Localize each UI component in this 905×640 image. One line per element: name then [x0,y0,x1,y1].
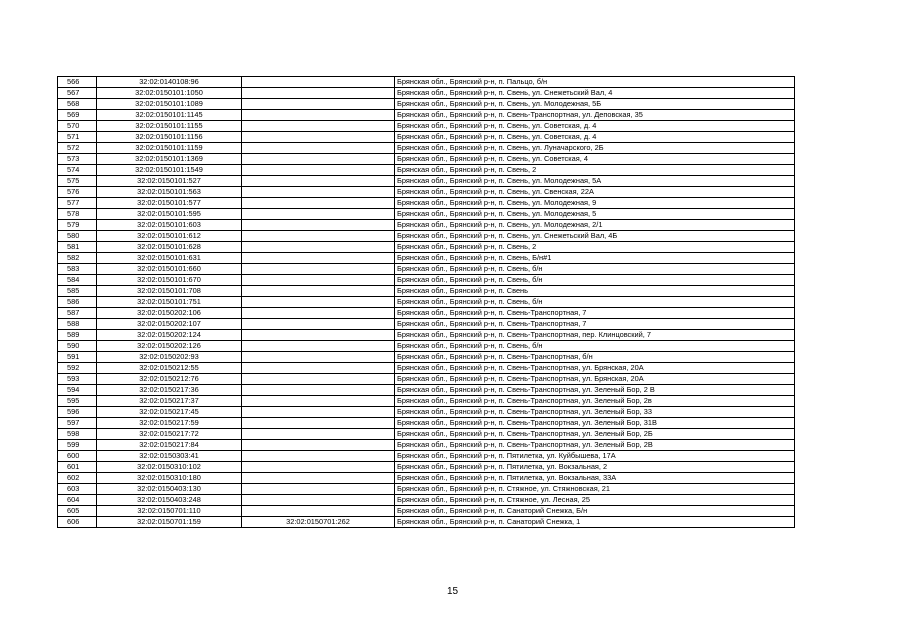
address-cell: Брянская обл., Брянский р-н, п. Свень, ул. Луначарского, 2Б [395,143,795,154]
table-row [58,220,795,231]
address-cell: Брянская обл., Брянский р-н, п. Санаторий Снежка, Б/н [395,506,795,517]
cadastral-number-cell: 32:02:0150202:124 [97,330,242,341]
row-number-cell: 579 [58,220,97,231]
address-cell: Брянская обл., Брянский р-н, п. Свень, ул. Советская, д. 4 [395,132,795,143]
row-number-cell: 604 [58,495,97,506]
address-cell: Брянская обл., Брянский р-н, п. Свень-Транспортная, ул. Брянская, 20А [395,374,795,385]
related-cadastral-number-cell [242,484,395,495]
row-number-cell: 605 [58,506,97,517]
address-cell: Брянская обл., Брянский р-н, п. Свень-Транспортная, ул. Зеленый Бор, 2 В [395,385,795,396]
cadastral-number-cell: 32:02:0150101:563 [97,187,242,198]
row-number-cell: 603 [58,484,97,495]
table-row [58,176,795,187]
address-cell: Брянская обл., Брянский р-н, п. Свень-Транспортная, 7 [395,308,795,319]
cadastral-number-cell: 32:02:0150101:1089 [97,99,242,110]
related-cadastral-number-cell [242,165,395,176]
cadastral-number-cell: 32:02:0150101:1159 [97,143,242,154]
row-number-cell: 584 [58,275,97,286]
cadastral-number-cell: 32:02:0150101:1145 [97,110,242,121]
related-cadastral-number-cell [242,451,395,462]
cadastral-number-cell: 32:02:0150101:595 [97,209,242,220]
cadastral-number-cell: 32:02:0150212:76 [97,374,242,385]
cadastral-number-cell: 32:02:0150202:126 [97,341,242,352]
cadastral-number-cell: 32:02:0140108:96 [97,77,242,88]
table-row [58,297,795,308]
row-number-cell: 592 [58,363,97,374]
cadastral-number-cell: 32:02:0150101:527 [97,176,242,187]
table-row [58,484,795,495]
table-row [58,451,795,462]
row-number-cell: 589 [58,330,97,341]
table-row [58,495,795,506]
address-cell: Брянская обл., Брянский р-н, п. Свень-Транспортная, ул. Зеленый Бор, 2В [395,440,795,451]
row-number-cell: 578 [58,209,97,220]
table-row [58,363,795,374]
address-cell: Брянская обл., Брянский р-н, п. Пятилетка, ул. Вокзальная, 2 [395,462,795,473]
related-cadastral-number-cell [242,308,395,319]
row-number-cell: 606 [58,517,97,528]
related-cadastral-number-cell [242,242,395,253]
cadastral-number-cell: 32:02:0150217:45 [97,407,242,418]
cadastral-number-cell: 32:02:0150310:102 [97,462,242,473]
address-cell: Брянская обл., Брянский р-н, п. Свень, б/н [395,341,795,352]
address-cell: Брянская обл., Брянский р-н, п. Стяжное, ул. Стяжновская, 21 [395,484,795,495]
table-row [58,110,795,121]
address-cell: Брянская обл., Брянский р-н, п. Свень-Транспортная, ул. Зеленый Бор, 31В [395,418,795,429]
cadastral-number-cell: 32:02:0150217:72 [97,429,242,440]
related-cadastral-number-cell [242,220,395,231]
table-row [58,187,795,198]
row-number-cell: 602 [58,473,97,484]
cadastral-number-cell: 32:02:0150217:84 [97,440,242,451]
row-number-cell: 566 [58,77,97,88]
row-number-cell: 594 [58,385,97,396]
cadastral-number-cell: 32:02:0150101:631 [97,253,242,264]
table-row [58,253,795,264]
address-cell: Брянская обл., Брянский р-н, п. Свень, ул. Свенская, 22А [395,187,795,198]
address-cell: Брянская обл., Брянский р-н, п. Свень, ул. Молодежная, 5 [395,209,795,220]
table-row [58,264,795,275]
table-row [58,242,795,253]
cadastral-number-cell: 32:02:0150202:93 [97,352,242,363]
related-cadastral-number-cell [242,198,395,209]
related-cadastral-number-cell [242,286,395,297]
cadastral-number-cell: 32:02:0150403:248 [97,495,242,506]
row-number-cell: 586 [58,297,97,308]
cadastral-number-cell: 32:02:0150212:55 [97,363,242,374]
row-number-cell: 590 [58,341,97,352]
row-number-cell: 585 [58,286,97,297]
address-cell: Брянская обл., Брянский р-н, п. Свень, ул. Молодежная, 2/1 [395,220,795,231]
row-number-cell: 571 [58,132,97,143]
address-cell: Брянская обл., Брянский р-н, п. Свень, ул. Снежетьский Вал, 4Б [395,231,795,242]
related-cadastral-number-cell [242,99,395,110]
row-number-cell: 595 [58,396,97,407]
table-row [58,341,795,352]
cadastral-number-cell: 32:02:0150217:59 [97,418,242,429]
row-number-cell: 580 [58,231,97,242]
cadastral-number-cell: 32:02:0150202:106 [97,308,242,319]
table-row [58,165,795,176]
row-number-cell: 597 [58,418,97,429]
address-cell: Брянская обл., Брянский р-н, п. Пятилетка, ул. Вокзальная, 33А [395,473,795,484]
row-number-cell: 576 [58,187,97,198]
table-row [58,506,795,517]
row-number-cell: 587 [58,308,97,319]
row-number-cell: 601 [58,462,97,473]
table-row [58,143,795,154]
table-row [58,275,795,286]
related-cadastral-number-cell [242,440,395,451]
cadastral-number-cell: 32:02:0150217:36 [97,385,242,396]
table-row [58,396,795,407]
row-number-cell: 572 [58,143,97,154]
cadastral-number-cell: 32:02:0150701:110 [97,506,242,517]
related-cadastral-number-cell [242,341,395,352]
row-number-cell: 593 [58,374,97,385]
table-row [58,418,795,429]
related-cadastral-number-cell [242,363,395,374]
related-cadastral-number-cell [242,88,395,99]
cadastral-number-cell: 32:02:0150310:180 [97,473,242,484]
row-number-cell: 570 [58,121,97,132]
cadastral-number-cell: 32:02:0150303:41 [97,451,242,462]
address-cell: Брянская обл., Брянский р-н, п. Свень-Транспортная, б/н [395,352,795,363]
row-number-cell: 568 [58,99,97,110]
address-cell: Брянская обл., Брянский р-н, п. Свень, ул. Молодежная, 9 [395,198,795,209]
cadastral-table-body [58,77,795,528]
cadastral-number-cell: 32:02:0150403:130 [97,484,242,495]
row-number-cell: 598 [58,429,97,440]
address-cell: Брянская обл., Брянский р-н, п. Свень-Транспортная, ул. Зеленый Бор, 2Б [395,429,795,440]
cadastral-number-cell: 32:02:0150101:577 [97,198,242,209]
address-cell: Брянская обл., Брянский р-н, п. Свень, ул. Молодежная, 5Б [395,99,795,110]
address-cell: Брянская обл., Брянский р-н, п. Свень-Транспортная, пер. Клинцовский, 7 [395,330,795,341]
table-row [58,99,795,110]
table-row [58,407,795,418]
related-cadastral-number-cell [242,330,395,341]
related-cadastral-number-cell [242,473,395,484]
cadastral-number-cell: 32:02:0150101:660 [97,264,242,275]
address-cell: Брянская обл., Брянский р-н, п. Пальцо, б/н [395,77,795,88]
table-row [58,209,795,220]
related-cadastral-number-cell [242,110,395,121]
address-cell: Брянская обл., Брянский р-н, п. Свень, 2 [395,242,795,253]
row-number-cell: 575 [58,176,97,187]
address-cell: Брянская обл., Брянский р-н, п. Свень-Транспортная, 7 [395,319,795,330]
address-cell: Брянская обл., Брянский р-н, п. Свень, б/н [395,297,795,308]
table-row [58,473,795,484]
address-cell: Брянская обл., Брянский р-н, п. Пятилетка, ул. Куйбышева, 17А [395,451,795,462]
row-number-cell: 600 [58,451,97,462]
address-cell: Брянская обл., Брянский р-н, п. Свень-Транспортная, ул. Брянская, 20А [395,363,795,374]
row-number-cell: 574 [58,165,97,176]
address-cell: Брянская обл., Брянский р-н, п. Свень, ул. Молодежная, 5А [395,176,795,187]
row-number-cell: 596 [58,407,97,418]
related-cadastral-number-cell [242,429,395,440]
table-row [58,308,795,319]
table-row [58,121,795,132]
table-row [58,77,795,88]
related-cadastral-number-cell: 32:02:0150701:262 [242,517,395,528]
row-number-cell: 573 [58,154,97,165]
table-row [58,286,795,297]
address-cell: Брянская обл., Брянский р-н, п. Свень, б/н [395,264,795,275]
related-cadastral-number-cell [242,176,395,187]
cadastral-number-cell: 32:02:0150101:1155 [97,121,242,132]
related-cadastral-number-cell [242,187,395,198]
related-cadastral-number-cell [242,264,395,275]
related-cadastral-number-cell [242,396,395,407]
related-cadastral-number-cell [242,275,395,286]
row-number-cell: 569 [58,110,97,121]
row-number-cell: 588 [58,319,97,330]
related-cadastral-number-cell [242,121,395,132]
table-row [58,517,795,528]
table-row [58,352,795,363]
related-cadastral-number-cell [242,374,395,385]
cadastral-number-cell: 32:02:0150217:37 [97,396,242,407]
cadastral-number-cell: 32:02:0150101:628 [97,242,242,253]
cadastral-number-cell: 32:02:0150101:1156 [97,132,242,143]
table-row [58,385,795,396]
address-cell: Брянская обл., Брянский р-н, п. Свень, ул. Снежетьский Вал, 4 [395,88,795,99]
related-cadastral-number-cell [242,462,395,473]
table-row [58,330,795,341]
cadastral-number-cell: 32:02:0150101:751 [97,297,242,308]
address-cell: Брянская обл., Брянский р-н, п. Свень-Транспортная, ул. Зеленый Бор, 2в [395,396,795,407]
related-cadastral-number-cell [242,143,395,154]
cadastral-number-cell: 32:02:0150101:612 [97,231,242,242]
cadastral-number-cell: 32:02:0150701:159 [97,517,242,528]
address-cell: Брянская обл., Брянский р-н, п. Свень-Транспортная, ул. Деповская, 35 [395,110,795,121]
row-number-cell: 583 [58,264,97,275]
cadastral-number-cell: 32:02:0150101:1050 [97,88,242,99]
cadastral-number-cell: 32:02:0150101:603 [97,220,242,231]
table-row [58,198,795,209]
address-cell: Брянская обл., Брянский р-н, п. Свень, ул. Советская, 4 [395,154,795,165]
address-cell: Брянская обл., Брянский р-н, п. Санаторий Снежка, 1 [395,517,795,528]
cadastral-number-cell: 32:02:0150101:1549 [97,165,242,176]
page-number: 15 [446,586,459,597]
table-row [58,319,795,330]
cadastral-number-cell: 32:02:0150101:708 [97,286,242,297]
related-cadastral-number-cell [242,209,395,220]
table-row [58,440,795,451]
table-row [58,132,795,143]
related-cadastral-number-cell [242,319,395,330]
related-cadastral-number-cell [242,385,395,396]
table-row [58,231,795,242]
address-cell: Брянская обл., Брянский р-н, п. Свень, 2 [395,165,795,176]
related-cadastral-number-cell [242,297,395,308]
related-cadastral-number-cell [242,77,395,88]
table-row [58,374,795,385]
address-cell: Брянская обл., Брянский р-н, п. Свень, б/н [395,275,795,286]
address-cell: Брянская обл., Брянский р-н, п. Свень-Транспортная, ул. Зеленый Бор, 33 [395,407,795,418]
related-cadastral-number-cell [242,352,395,363]
cadastral-table [57,76,795,528]
address-cell: Брянская обл., Брянский р-н, п. Стяжное, ул. Лесная, 25 [395,495,795,506]
row-number-cell: 577 [58,198,97,209]
related-cadastral-number-cell [242,495,395,506]
row-number-cell: 581 [58,242,97,253]
table-row [58,429,795,440]
row-number-cell: 582 [58,253,97,264]
related-cadastral-number-cell [242,253,395,264]
related-cadastral-number-cell [242,154,395,165]
related-cadastral-number-cell [242,506,395,517]
related-cadastral-number-cell [242,418,395,429]
related-cadastral-number-cell [242,132,395,143]
address-cell: Брянская обл., Брянский р-н, п. Свень, Б/н#1 [395,253,795,264]
cadastral-number-cell: 32:02:0150101:1369 [97,154,242,165]
row-number-cell: 599 [58,440,97,451]
address-cell: Брянская обл., Брянский р-н, п. Свень, ул. Советская, д. 4 [395,121,795,132]
address-cell: Брянская обл., Брянский р-н, п. Свень [395,286,795,297]
table-row [58,154,795,165]
row-number-cell: 591 [58,352,97,363]
row-number-cell: 567 [58,88,97,99]
cadastral-number-cell: 32:02:0150101:670 [97,275,242,286]
table-row [58,88,795,99]
cadastral-number-cell: 32:02:0150202:107 [97,319,242,330]
related-cadastral-number-cell [242,407,395,418]
related-cadastral-number-cell [242,231,395,242]
table-row [58,462,795,473]
